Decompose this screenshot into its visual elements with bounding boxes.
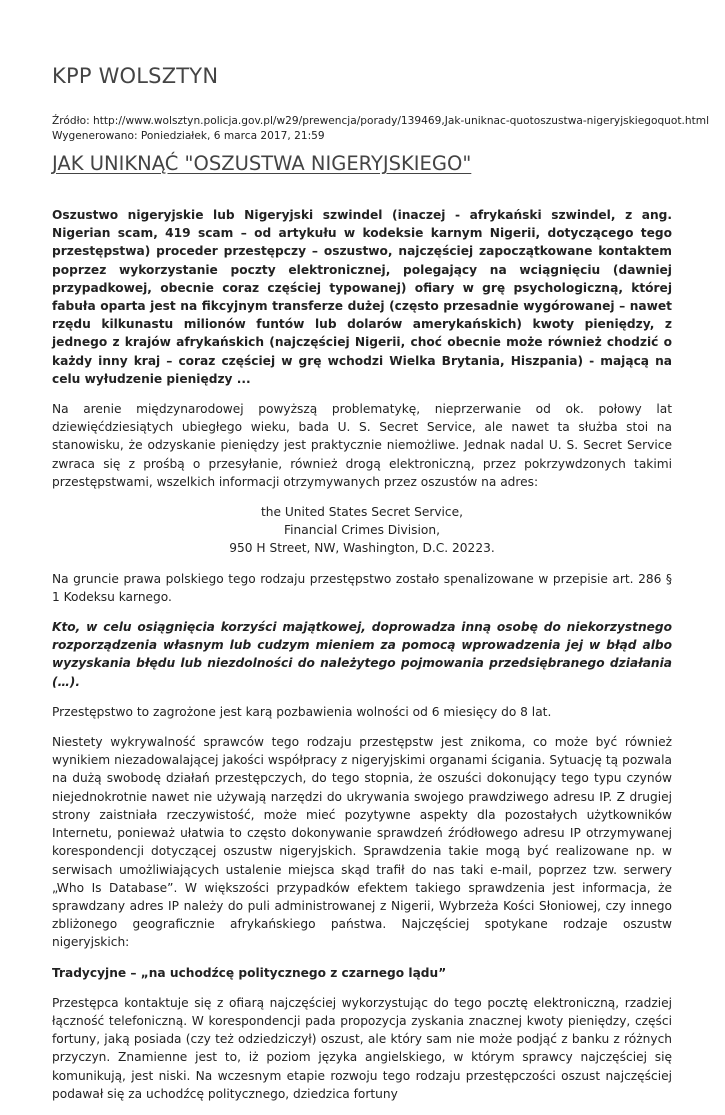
address-line-2: Financial Crimes Division, [284,523,440,538]
section-subheading: Tradycyjne – „na uchodźcę politycznego z czarnego lądu” [52,965,447,980]
generated-line: Wygenerowano: Poniedziałek, 6 marca 2017, 21:59 [52,130,325,142]
source-line: Źródło: http://www.wolsztyn.policja.gov.pl/w29/prewencja/porady/139469,Jak-uniknac-quotoszustwa-nigeryjskiegoquot.html [52,115,710,127]
address-line-3: 950 H Street, NW, Washington, D.C. 20223. [229,541,495,556]
paragraph-secret-service: Na arenie międzynarodowej powyższą problematykę, nieprzerwanie od ok. połowy lat dziewięćdziesiątych ubiegłego wieku, bada U. S. Secret Service, ale nawet ta służba stoi na stanowisku, że odzyskanie pieniędzy jest praktycznie niemożliwe. Jednak nadal U. S. Secret Service zwraca się z prośbą o przesyłanie, również drogą elektroniczną, przez pokrzywdzonych takimi przestępstwami, wszelkich informacji otrzymywanych przez oszustów na adres: [52,402,672,489]
paragraph-polish-law: Na gruncie prawa polskiego tego rodzaju przestępstwo zostało spenalizowane w przepisie art. 286 § 1 Kodeksu karnego. [52,571,672,604]
lead-paragraph: Oszustwo nigeryjskie lub Nigeryjski szwindel (inaczej - afrykański szwindel, z ang. Nigerian scam, 419 scam – od artykułu w kodeksie karnym Nigerii, dotyczącego tego przestępstwa) proceder przestępczy – oszustwo, najczęściej zapoczątkowane kontaktem poprzez wykorzystanie poczty elektronicznej, polegający na wciągnięciu (dawniej przypadkowej, obecnie coraz częściej typowanej) ofiary w grę psychologiczną, której fabuła oparta jest na fikcyjnym transferze dużej (często przesadnie wygórowanej – nawet rzędu kilkunastu milionów funtów lub dolarów amerykańskich) kwoty pieniędzy, z jednego z krajów afrykańskich (najczęściej Nigerii, choć obecnie może również chodzić o każdy inny kraj – coraz częściej w grę wchodzi Wielka Brytania, Hiszpania) - mającą na celu wyłudzenie pieniędzy ... [52,208,672,386]
paragraph-traditional: Przestępca kontaktuje się z ofiarą najczęściej wykorzystując do tego pocztę elektroniczną, rzadziej łączność telefoniczną. W korespondencji pada propozycja zyskania znacznej kwoty pieniędzy, części fortuny, jaką posiada (czy też odziedziczył) oszust, ale który sam nie może podjąć z banku z różnych przyczyn. Znamienne jest to, iż poziom języka angielskiego, w którym sprawcy najczęściej się komunikują, jest niski. Na wczesnym etapie rozwoju tego rodzaju przestępczości oszust najczęściej podawał się za uchodźcę politycznego, dziedzica fortuny [52,995,672,1101]
paragraph-detection: Niestety wykrywalność sprawców tego rodzaju przestępstw jest znikoma, co może być również wynikiem niezadowalającej jakości współpracy z nigeryjskimi organami ścigania. Sytuację tą pozwala na dużą swobodę działań przestępczych, do tego stopnia, że oszuści dokonujący tego typu czynów niejednokrotnie nawet nie używają narzędzi do ukrywania swojego prawdziwego adresu IP. Z drugiej strony zaistniała rzeczywistość, może mieć pozytywne aspekty dla pozostałych użytkowników Internetu, ponieważ ułatwia to często dokonywanie sprawdzeń źródłowego adresu IP otrzymywanej korespondencji dotyczącej oszustw nigeryjskich. Sprawdzenia takie mogą być realizowane np. w serwisach umożliwiających ustalenie miejsca skąd trafił do nas taki e-mail, poprzez tzw. serwery „Who Is Database”. W większości przypadków efektem takiego sprawdzenia jest informacja, że sprawdzany adres IP należy do puli administrowanej z Nigerii, Wybrzeża Kości Słoniowej, czy innego zbliżonego geograficznie afrykańskiego państwa. Najczęściej spotykane rodzaje oszustw nigeryjskich: [52,735,672,950]
legal-quote: Kto, w celu osiągnięcia korzyści majątkowej, doprowadza inną osobę do niekorzystnego rozporządzenia własnym lub cudzym mieniem za pomocą wprowadzenia jej w błąd albo wyzyskania błędu lub niezdolności do należytego pojmowania przedsiębranego działania (…). [52,620,672,689]
paragraph-penalty: Przestępstwo to zagrożone jest karą pozbawienia wolności od 6 miesięcy do 8 lat. [52,704,552,719]
site-title: KPP WOLSZTYN [52,64,219,88]
address-block [52,503,672,558]
address-line-1: the United States Secret Service, [260,505,464,520]
article-title: JAK UNIKNĄĆ "OSZUSTWA NIGERYJSKIEGO" [52,152,472,175]
document-meta [52,114,709,144]
article-body [52,206,672,1115]
